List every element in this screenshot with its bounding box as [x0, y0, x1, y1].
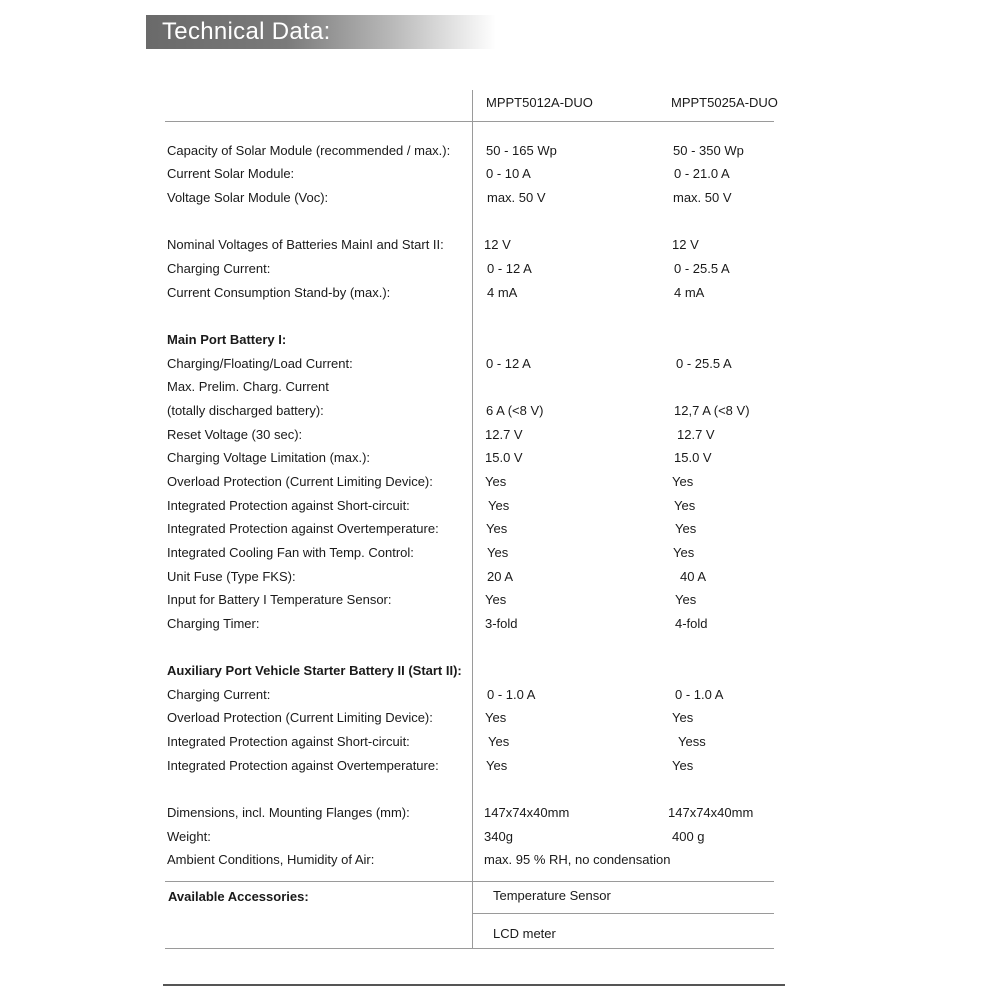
spec-label: Integrated Protection against Short-circuit:: [167, 498, 410, 513]
spec-value-mppt5012a: max. 95 % RH, no condensation: [484, 852, 671, 867]
header-rule: [165, 121, 774, 122]
table-row: [0, 852, 1001, 872]
spec-label: Current Consumption Stand-by (max.):: [167, 285, 391, 300]
spec-value-mppt5025a: Yes: [672, 758, 694, 773]
spec-label: Charging/Floating/Load Current:: [167, 356, 353, 371]
table-row: [0, 143, 1001, 163]
table-row: [0, 521, 1001, 541]
spec-value-mppt5012a: 4 mA: [487, 285, 518, 300]
accessory-item: Temperature Sensor: [493, 888, 611, 903]
spec-value-mppt5025a: Yess: [678, 734, 706, 749]
spec-value-mppt5025a: Yes: [675, 521, 697, 536]
spec-value-mppt5025a: Yes: [672, 474, 694, 489]
spec-label: Unit Fuse (Type FKS):: [167, 569, 296, 584]
accessory-item: LCD meter: [493, 926, 556, 941]
table-row: [0, 237, 1001, 257]
spec-label: Reset Voltage (30 sec):: [167, 427, 303, 442]
spec-label: Current Solar Module:: [167, 166, 295, 181]
section-heading: Auxiliary Port Vehicle Starter Battery II (Start II):: [167, 663, 462, 678]
spec-value-mppt5025a: Yes: [674, 498, 696, 513]
spec-value-mppt5012a: Yes: [485, 710, 507, 725]
table-row: [0, 332, 1001, 352]
spec-value-mppt5012a: 15.0 V: [485, 450, 523, 465]
spec-value-mppt5012a: 12 V: [484, 237, 511, 252]
spec-value-mppt5012a: Yes: [486, 521, 508, 536]
spec-value-mppt5012a: 147x74x40mm: [484, 805, 570, 820]
table-row: [0, 379, 1001, 399]
spec-value-mppt5025a: Yes: [672, 710, 694, 725]
spec-value-mppt5025a: 400 g: [672, 829, 705, 844]
spec-value-mppt5025a: Yes: [675, 592, 697, 607]
spec-value-mppt5025a: 15.0 V: [674, 450, 712, 465]
table-row: [0, 166, 1001, 186]
spec-value-mppt5012a: 6 A (<8 V): [486, 403, 544, 418]
spec-value-mppt5025a: 0 - 1.0 A: [675, 687, 724, 702]
accessories-mid-rule: [472, 913, 774, 914]
spec-value-mppt5012a: 0 - 12 A: [486, 356, 531, 371]
table-row: [0, 805, 1001, 825]
table-row: [0, 758, 1001, 778]
spec-value-mppt5012a: 0 - 1.0 A: [487, 687, 536, 702]
spec-label: (totally discharged battery):: [167, 403, 324, 418]
table-row: [0, 829, 1001, 849]
spec-value-mppt5012a: Yes: [485, 592, 507, 607]
spec-value-mppt5025a: Yes: [673, 545, 695, 560]
table-row: [0, 616, 1001, 636]
spec-value-mppt5025a: max. 50 V: [673, 190, 732, 205]
spec-label: Integrated Cooling Fan with Temp. Control:: [167, 545, 414, 560]
spec-label: Overload Protection (Current Limiting Device):: [167, 474, 433, 489]
table-row: [0, 569, 1001, 589]
spec-label: Integrated Protection against Overtemperature:: [167, 758, 439, 773]
table-row: [0, 261, 1001, 281]
accessories-label: Available Accessories:: [168, 889, 309, 904]
table-row: [0, 427, 1001, 447]
table-row: [0, 592, 1001, 612]
table-row: [0, 450, 1001, 470]
spec-label: Nominal Voltages of Batteries MainI and Start II:: [167, 237, 444, 252]
table-row: [0, 734, 1001, 754]
spec-value-mppt5012a: Yes: [486, 758, 508, 773]
spec-label: Ambient Conditions, Humidity of Air:: [167, 852, 375, 867]
table-row: [0, 285, 1001, 305]
spec-value-mppt5025a: 12,7 A (<8 V): [674, 403, 750, 418]
spec-label: Charging Current:: [167, 261, 271, 276]
page-bottom-rule: [163, 984, 785, 986]
spec-value-mppt5012a: 20 A: [487, 569, 514, 584]
table-row: [0, 545, 1001, 565]
table-row: [0, 190, 1001, 210]
spec-label: Input for Battery I Temperature Sensor:: [167, 592, 392, 607]
spec-value-mppt5025a: 4 mA: [674, 285, 705, 300]
spec-value-mppt5012a: 3-fold: [485, 616, 518, 631]
spec-value-mppt5012a: 0 - 12 A: [487, 261, 532, 276]
spec-label: Voltage Solar Module (Voc):: [167, 190, 329, 205]
spec-value-mppt5025a: 50 - 350 Wp: [673, 143, 744, 158]
spec-value-mppt5012a: 50 - 165 Wp: [486, 143, 557, 158]
spec-label: Capacity of Solar Module (recommended / max.):: [167, 143, 451, 158]
table-row: [0, 663, 1001, 683]
spec-value-mppt5025a: 40 A: [680, 569, 707, 584]
spec-label: Charging Timer:: [167, 616, 260, 631]
spec-value-mppt5025a: 0 - 25.5 A: [676, 356, 732, 371]
spec-value-mppt5025a: 147x74x40mm: [668, 805, 754, 820]
spec-label: Integrated Protection against Short-circuit:: [167, 734, 410, 749]
column-header-mppt5012a: MPPT5012A-DUO: [486, 95, 593, 110]
accessories-bottom-rule: [165, 948, 774, 949]
table-row: [0, 474, 1001, 494]
spec-value-mppt5012a: max. 50 V: [487, 190, 546, 205]
table-row: [0, 403, 1001, 423]
spec-value-mppt5025a: 4-fold: [675, 616, 708, 631]
spec-value-mppt5012a: 12.7 V: [485, 427, 523, 442]
section-heading: Main Port Battery I:: [167, 332, 287, 347]
table-row: [0, 687, 1001, 707]
spec-value-mppt5025a: 0 - 25.5 A: [674, 261, 730, 276]
spec-value-mppt5012a: 0 - 10 A: [486, 166, 531, 181]
table-row: [0, 710, 1001, 730]
accessories-top-rule: [165, 881, 774, 882]
spec-label: Max. Prelim. Charg. Current: [167, 379, 329, 394]
spec-value-mppt5012a: Yes: [488, 498, 510, 513]
spec-value-mppt5025a: 12 V: [672, 237, 699, 252]
spec-value-mppt5012a: Yes: [488, 734, 510, 749]
spec-label: Dimensions, incl. Mounting Flanges (mm):: [167, 805, 410, 820]
spec-label: Weight:: [167, 829, 211, 844]
spec-value-mppt5012a: 340g: [484, 829, 513, 844]
spec-label: Integrated Protection against Overtemperature:: [167, 521, 439, 536]
section-title-bar: [146, 15, 496, 49]
column-header-mppt5025a: MPPT5025A-DUO: [671, 95, 778, 110]
table-row: [0, 356, 1001, 376]
spec-value-mppt5012a: Yes: [485, 474, 507, 489]
spec-value-mppt5025a: 0 - 21.0 A: [674, 166, 730, 181]
table-row: [0, 498, 1001, 518]
spec-label: Overload Protection (Current Limiting Device):: [167, 710, 433, 725]
spec-label: Charging Voltage Limitation (max.):: [167, 450, 371, 465]
page-title: Technical Data:: [162, 18, 331, 45]
spec-label: Charging Current:: [167, 687, 271, 702]
spec-value-mppt5012a: Yes: [487, 545, 509, 560]
spec-value-mppt5025a: 12.7 V: [677, 427, 715, 442]
